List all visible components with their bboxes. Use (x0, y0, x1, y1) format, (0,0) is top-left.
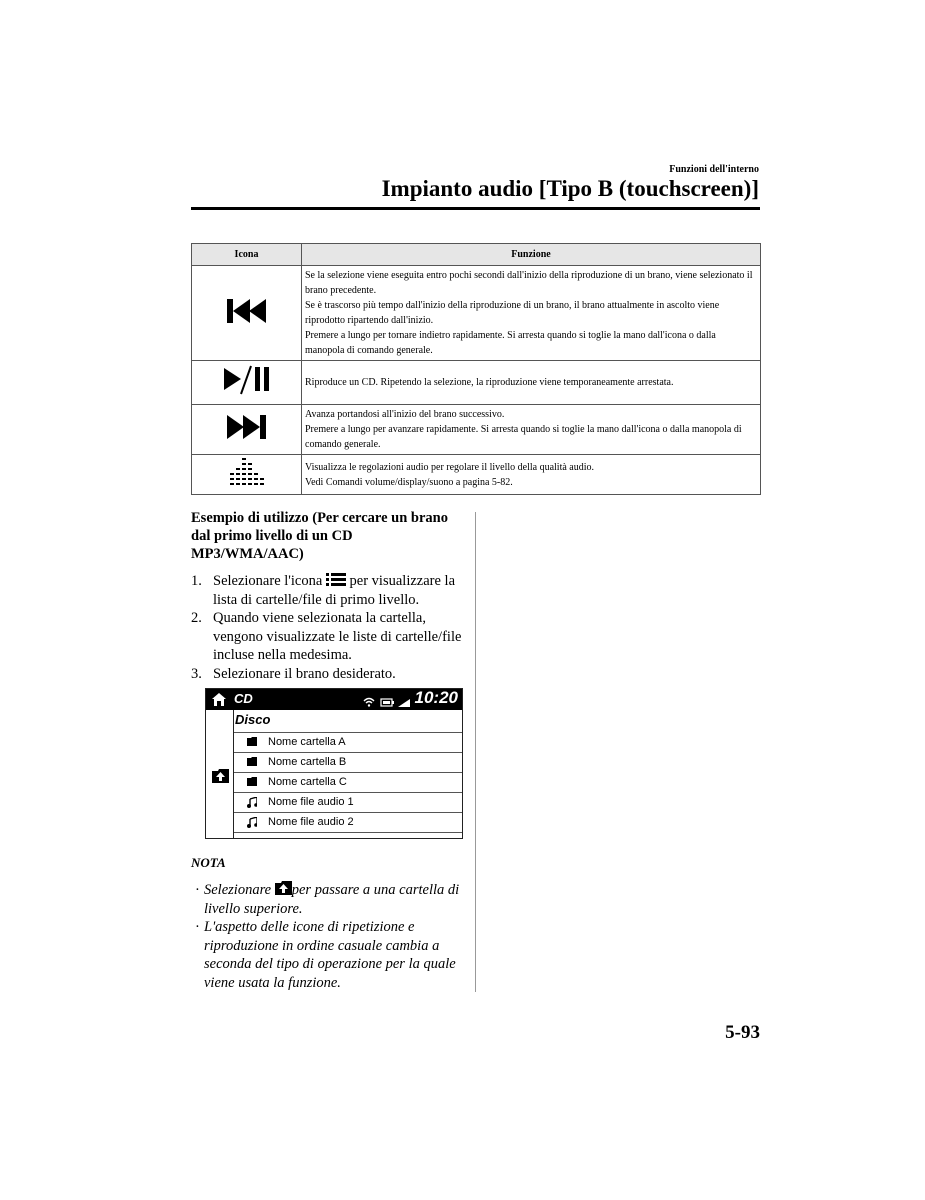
row-text: Premere a lungo per tornare indietro rapidamente. Si arresta quando si toglie la mano dall'icona o dalla manopola di comando generale. (305, 330, 716, 356)
list-item[interactable] (234, 792, 462, 812)
nota-title: NOTA (191, 855, 226, 870)
page-number: 5-93 (725, 1022, 760, 1043)
step-number: 2. (191, 610, 202, 626)
nota-list (191, 881, 466, 992)
row-text: Riproduce un CD. Ripetendo la selezione, la riproduzione viene temporaneamente arrestata. (305, 377, 674, 388)
column-header-icon: Icona (192, 244, 302, 266)
row-text: Visualizza le regolazioni audio per regolare il livello della qualità audio. (305, 461, 595, 473)
list-item (191, 665, 466, 684)
list-item[interactable] (234, 772, 462, 792)
cd-clock: 10:20 (414, 688, 458, 707)
list-item (191, 572, 466, 609)
list-item (191, 609, 466, 665)
row-text: Vedi Comandi volume/display/suono a pagina 5-82. (305, 476, 513, 488)
play-pause-icon (222, 364, 272, 396)
nota-text: L'aspetto delle icone di ripetizione e riproduzione in ordine casuale cambia a seconda del tipo di operazione per la quale viene usata la funzione. (204, 919, 456, 991)
row-text: Se la selezione viene eseguita entro pochi secondi dall'inizio della riproduzione di un brano, viene selezionato il brano precedente. (305, 270, 753, 296)
row-text: Premere a lungo per avanzare rapidamente. Si arresta quando si toglie la mano dall'icona o dalla manopola di comando generale. (305, 424, 742, 450)
list-item[interactable] (234, 732, 462, 752)
cd-source-title: CD (234, 691, 253, 706)
wifi-icon (363, 697, 375, 707)
step-number: 3. (191, 665, 202, 682)
skip-back-icon (225, 298, 269, 324)
table-header-row (192, 244, 761, 266)
step-text: per visualizzare la lista di cartelle/file di primo livello. (213, 573, 456, 608)
table-row (192, 405, 761, 455)
nota-text: per passare a una cartella di livello superiore. (204, 882, 460, 917)
list-item[interactable] (234, 752, 462, 772)
cd-file-list (234, 732, 462, 833)
music-note-icon (247, 817, 257, 828)
bullet: · (195, 882, 200, 898)
step-text: Selezionare il brano desiderato. (213, 665, 396, 682)
step-text: Quando viene selezionata la cartella, vengono visualizzate le liste di cartelle/file incluse nella medesima. (213, 610, 462, 663)
list-item-label: Nome cartella B (268, 756, 347, 768)
row-text: Se è trascorso più tempo dall'inizio della riproduzione di un brano, il brano attualmente in ascolto viene riprodotto ripartendo dall'inizio. (305, 300, 720, 326)
icon-function-table (191, 243, 761, 495)
column-header-function: Funzione (302, 244, 761, 266)
cd-sidebar (206, 710, 234, 838)
list-item (191, 918, 466, 992)
list-item (191, 881, 466, 918)
folder-up-icon (275, 881, 292, 895)
list-item-label: Nome cartella C (268, 776, 347, 788)
step-text: Selezionare l'icona (213, 573, 323, 589)
page-title: Impianto audio [Tipo B (touchscreen)] (381, 176, 759, 201)
table-row (192, 266, 761, 361)
folder-icon (247, 777, 257, 786)
cd-screen-illustration (205, 688, 463, 839)
skip-forward-icon (225, 414, 269, 440)
nota-text: Selezionare (204, 882, 272, 898)
table-row (192, 455, 761, 495)
music-note-icon (247, 797, 257, 808)
signal-icon (398, 697, 410, 707)
row-text: Avanza portandosi all'inizio del brano successivo. (305, 409, 505, 420)
list-item[interactable] (234, 812, 462, 833)
folder-icon (247, 757, 257, 766)
list-item-label: Nome cartella A (268, 736, 346, 748)
list-item-label: Nome file audio 2 (268, 816, 354, 828)
cd-folder-title: Disco (235, 712, 271, 727)
folder-icon (247, 737, 257, 746)
list-icon (326, 573, 346, 586)
status-icons (363, 694, 410, 712)
bullet: · (195, 919, 200, 935)
section-label: Funzioni dell'interno (669, 164, 759, 175)
title-rule (191, 207, 760, 210)
home-icon[interactable] (212, 693, 226, 706)
table-row (192, 361, 761, 405)
step-number: 1. (191, 573, 202, 589)
battery-icon (380, 697, 394, 707)
list-item-label: Nome file audio 1 (268, 796, 354, 808)
column-divider (475, 512, 476, 992)
equalizer-icon (228, 456, 266, 488)
folder-up-icon[interactable] (212, 769, 229, 783)
cd-header-bar (206, 689, 462, 710)
steps-list (191, 572, 466, 683)
example-heading: Esempio di utilizzo (Per cercare un brano dal primo livello di un CD MP3/WMA/AAC) (191, 510, 448, 562)
